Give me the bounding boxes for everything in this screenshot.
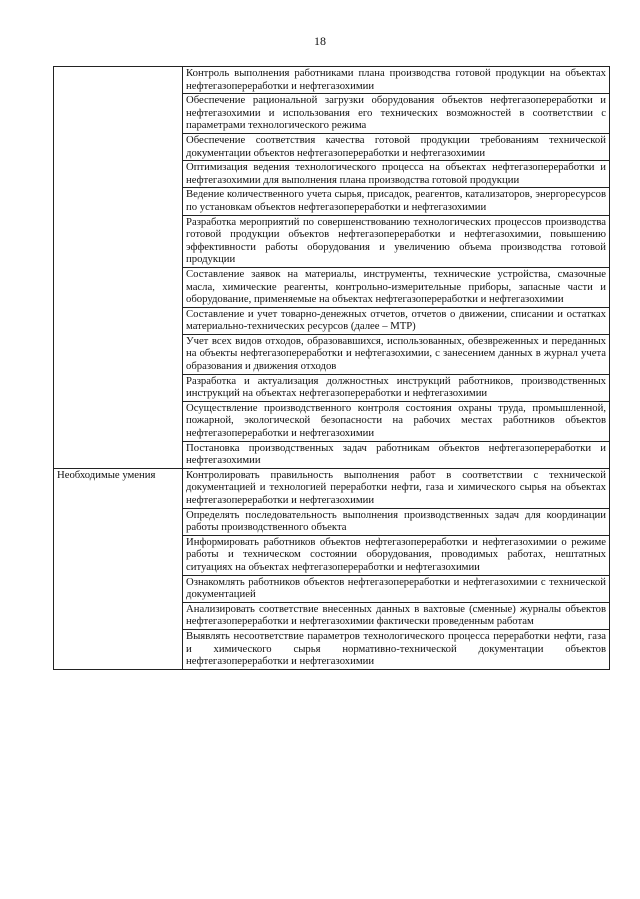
table-cell: Обеспечение рациональной загрузки оборудования объектов нефтегазопереработки и нефтегазохимии и использования его технических возможностей в соответствии с параметрами технологического режима xyxy=(183,94,610,134)
table-cell: Ведение количественного учета сырья, присадок, реагентов, катализаторов, энергоресурсов по установкам объектов нефтегазопереработки и нефтегазохимии xyxy=(183,188,610,215)
section-label-cell: Необходимые умения xyxy=(54,468,183,669)
table-cell: Выявлять несоответствие параметров технологического процесса переработки нефти, газа и химического сырья нормативно-технической документации объектов нефтегазопереработки и нефтегазохимии xyxy=(183,629,610,669)
table-cell: Обеспечение соответствия качества готовой продукции требованиям технической документации объектов нефтегазопереработки и нефтегазохимии xyxy=(183,133,610,160)
table-cell: Контроль выполнения работниками плана производства готовой продукции на объектах нефтегазопереработки и нефтегазохимии xyxy=(183,67,610,94)
table-cell: Ознакомлять работников объектов нефтегазопереработки и нефтегазохимии с технической документацией xyxy=(183,575,610,602)
section-label-cell xyxy=(54,67,183,469)
table-cell: Постановка производственных задач работникам объектов нефтегазопереработки и нефтегазохимии xyxy=(183,441,610,468)
table-cell: Оптимизация ведения технологического процесса на объектах нефтегазопереработки и нефтегазохимии для выполнения плана производства готовой продукции xyxy=(183,161,610,188)
page-number: 18 xyxy=(314,34,326,48)
functions-table xyxy=(53,66,610,670)
table-row xyxy=(54,67,610,94)
table-row xyxy=(54,468,610,508)
table-cell: Контролировать правильность выполнения работ в соответствии с технической документацией и технологией переработки нефти, газа и химического сырья на объектах нефтегазопереработки и нефтегазохимии xyxy=(183,468,610,508)
table-cell: Составление заявок на материалы, инструменты, технические устройства, смазочные масла, химические реагенты, контрольно-измерительные приборы, запасные части и оборудование, применяемые на объектах нефтегазопереработки и нефтегазохимии xyxy=(183,267,610,307)
table-cell: Разработка и актуализация должностных инструкций работников, производственных инструкций на объектах нефтегазопереработки и нефтегазохимии xyxy=(183,374,610,401)
table-cell: Составление и учет товарно-денежных отчетов, отчетов о движении, списании и остатках материально-технических ресурсов (далее – МТР) xyxy=(183,307,610,334)
table-cell: Анализировать соответствие внесенных данных в вахтовые (сменные) журналы объектов нефтегазопереработки и нефтегазохимии фактически проведенным работам xyxy=(183,602,610,629)
table-cell: Разработка мероприятий по совершенствованию технологических процессов производства готовой продукции объектов нефтегазопереработки и нефтегазохимии, повышению эффективности работы оборудования и увеличению объема производства готовой продукции xyxy=(183,215,610,267)
table-cell: Осуществление производственного контроля состояния охраны труда, промышленной, пожарной, экологической безопасности на рабочих местах работников объектов нефтегазопереработки и нефтегазохимии xyxy=(183,401,610,441)
table-cell: Учет всех видов отходов, образовавшихся, использованных, обезвреженных и переданных на объекты нефтегазопереработки и нефтегазохимии, с занесением данных в журнал учета образования и движения отходов xyxy=(183,334,610,374)
table-cell: Информировать работников объектов нефтегазопереработки и нефтегазохимии о режиме работы и техническом состоянии оборудования, проводимых работах, нештатных ситуациях на объектах нефтегазопереработки и нефтегазохимии xyxy=(183,535,610,575)
table-cell: Определять последовательность выполнения производственных задач для координации работы производственного объекта xyxy=(183,508,610,535)
